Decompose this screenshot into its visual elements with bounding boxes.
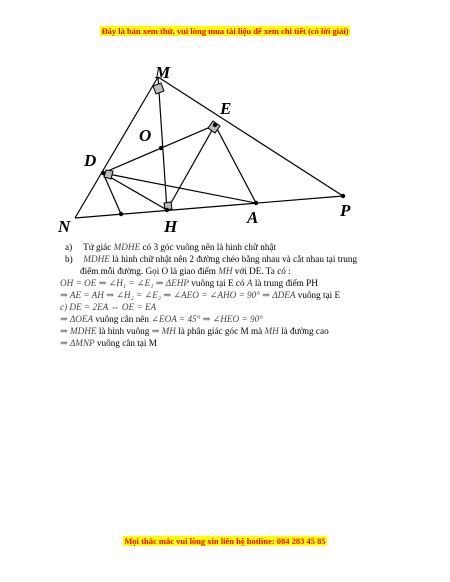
- part-a-post: có 3 góc vuông nên là hình chữ nhật: [142, 242, 277, 252]
- line-5-math: ⇒ MDHE: [60, 326, 97, 336]
- point-D-dot: [101, 171, 105, 175]
- line-5-math3: MH: [264, 326, 279, 336]
- part-a-pre: Tứ giác: [83, 242, 112, 252]
- label-D: D: [84, 151, 97, 170]
- label-A: A: [247, 208, 259, 227]
- label-M: M: [155, 63, 171, 82]
- preview-notice-text: Đây là bản xem thử, vui lòng mua tài liệu để xem chi tiết (có lời giải): [101, 26, 349, 36]
- line-5-text: là hình vuông: [98, 326, 150, 336]
- line-6: [60, 337, 390, 349]
- line-5-text2: là phân giác góc M mà: [178, 326, 263, 336]
- point-P-dot: [341, 194, 345, 198]
- part-b-text2: điểm mỗi đường. Gọi O là giao điểm: [80, 266, 216, 276]
- label-O: O: [139, 126, 152, 145]
- line-4: [60, 313, 390, 325]
- line-1: [60, 277, 390, 289]
- segment-HE: [167, 125, 215, 210]
- part-b-text3: với DE. Ta có :: [234, 266, 291, 276]
- line-4-math: ⇒ ΔOEA: [60, 314, 94, 324]
- line-6-text: vuông cân tại M: [96, 338, 157, 348]
- line-5-text3: là đường cao: [281, 326, 329, 336]
- line-6-math: ⇒ ΔMNP: [60, 338, 95, 348]
- line-5: [60, 325, 390, 337]
- label-P: P: [340, 201, 351, 220]
- line-1-text2: là trung điểm PH: [254, 278, 318, 288]
- label-N: N: [58, 217, 71, 236]
- part-a-label: a): [65, 242, 73, 252]
- part-b-math2: MH: [218, 266, 233, 276]
- right-angle-mark-D: [104, 170, 113, 179]
- segment-DH: [103, 173, 167, 210]
- line-5-math2: ⇒ MH: [151, 326, 176, 336]
- line-2-math: ⇒ AE = AH ⇒ ∠H₂ = ∠E₂ ⇒ ∠AEO = ∠AHO = 90° ⇒ ΔDEA: [60, 290, 296, 300]
- geometry-figure: [50, 55, 360, 240]
- right-angle-mark-M: [153, 83, 164, 94]
- segment-D-base: [103, 173, 121, 214]
- segment-MH: [158, 77, 167, 210]
- label-E: E: [220, 99, 232, 118]
- line-3: [60, 301, 390, 313]
- part-b-label: b): [65, 254, 73, 264]
- point-A-dot: [254, 201, 258, 205]
- line-3-math: c) DE = 2EA ⇔ OE = EA: [60, 302, 157, 312]
- preview-notice: [0, 26, 450, 36]
- line-1-math: OH = OE ⇒ ∠H₁ = ∠E₁ ⇒ ΔEHP: [60, 278, 189, 288]
- part-a: [60, 241, 390, 253]
- segment-DA: [103, 173, 256, 203]
- point-base-dot: [119, 212, 123, 216]
- hotline-notice: [0, 536, 450, 546]
- line-4-text: vuông cân nên: [95, 314, 149, 324]
- label-H: H: [164, 217, 178, 236]
- solution-text: [60, 241, 390, 349]
- part-a-math: MDHE: [113, 242, 141, 252]
- segment-MN: [75, 77, 158, 218]
- segment-DE: [103, 125, 215, 173]
- part-b-math: MDHE: [83, 254, 110, 264]
- point-H-dot: [165, 208, 169, 212]
- line-2: [60, 289, 390, 301]
- line-4-math2: ∠EOA = 45° ⇒ ∠HEO = 90°: [151, 314, 263, 324]
- part-b-line2: [60, 265, 390, 277]
- line-2-text: vuông tại E: [297, 290, 341, 300]
- hotline-notice-text: Mọi thắc mắc vui lòng xin liên hệ hotline: 084 283 45 85: [124, 536, 326, 546]
- line-1-math2: A: [246, 278, 253, 288]
- part-b-line1: [60, 253, 390, 265]
- line-1-text: vuông tại E có: [191, 278, 245, 288]
- segment-MP: [158, 77, 343, 196]
- part-b-text1: là hình chữ nhật nên 2 đường chéo bằng nhau và cắt nhau tại trung: [112, 254, 358, 264]
- point-O-dot: [159, 146, 163, 150]
- point-E-dot: [213, 123, 217, 127]
